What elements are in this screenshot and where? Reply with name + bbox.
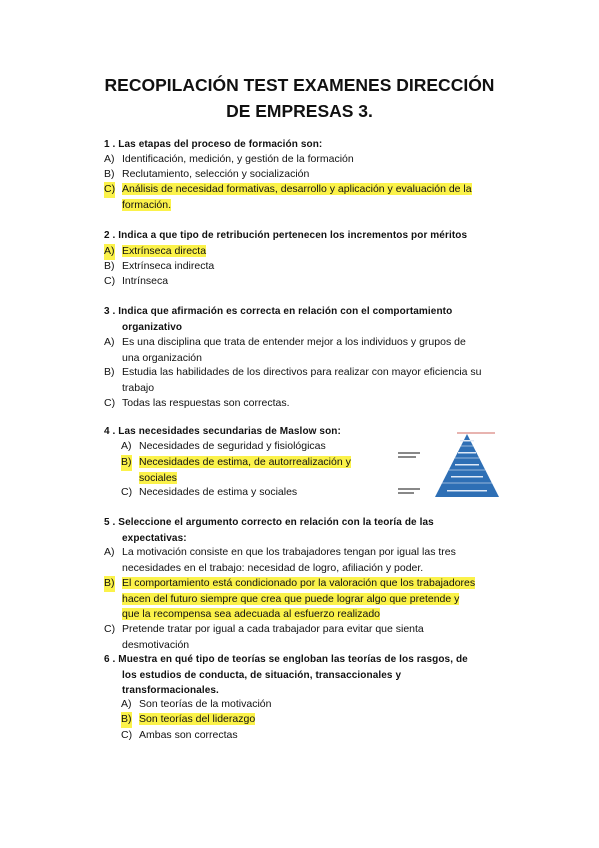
option-text: Ambas son correctas [139, 729, 238, 741]
question-2: 2 . Indica a que tipo de retribución pertenecen los incrementos por méritos [104, 230, 468, 241]
option-text-highlighted: sociales [139, 471, 177, 484]
option-letter: B) [104, 576, 115, 592]
option-text: La motivación consiste en que los trabajadores tengan por igual las tres [122, 546, 456, 558]
document-title-line-2: DE EMPRESAS 3. [226, 101, 373, 121]
question-line: expectativas: [122, 532, 187, 544]
option-text-highlighted: Necesidades de estima, de autorrealización y [139, 456, 351, 468]
question-line: 5 . Seleccione el argumento correcto en relación con la teoría de las [104, 517, 434, 528]
option-text: una organización [122, 351, 202, 364]
option-letter: C) [121, 486, 133, 498]
option-letter: C) [104, 275, 116, 287]
option-letter: C) [121, 729, 133, 741]
option-text: Intrínseca [122, 275, 169, 287]
option-letter: A) [104, 244, 115, 260]
option-text: Todas las respuestas son correctas. [122, 397, 290, 409]
option-letter: A) [121, 698, 132, 710]
option-text: desmotivación [122, 638, 190, 651]
option-text: trabajo [122, 381, 155, 394]
option-text: Estudia las habilidades de los directivos para realizar con mayor eficiencia su [122, 366, 482, 378]
option-text-highlighted: hacen del futuro siempre que crea que puede lograr algo que pretende y [122, 592, 460, 605]
option-letter: B) [104, 260, 115, 272]
document-title-line-1: RECOPILACIÓN TEST EXAMENES DIRECCIÓN [104, 75, 495, 95]
option-letter: C) [104, 182, 115, 198]
option-letter: A) [121, 440, 132, 452]
question-line: transformacionales. [122, 685, 219, 696]
question-line: 3 . Indica que afirmación es correcta en relación con el comportamiento [104, 306, 453, 317]
question-line: los estudios de conducta, de situación, transaccionales y [122, 669, 402, 681]
option-text: Necesidades de estima y sociales [139, 486, 298, 498]
question-5 [104, 515, 434, 546]
question-line: organizativo [122, 321, 183, 333]
option-text: necesidades en el trabajo: necesidad de logro, afiliación y poder. [122, 561, 424, 574]
option-text: Identificación, medición, y gestión de la formación [122, 153, 354, 165]
question-3 [104, 304, 452, 335]
option-text: Son teorías de la motivación [139, 698, 272, 710]
option-text-highlighted: que la recompensa sea adecuada al esfuerzo realizado [122, 608, 381, 620]
option-text: Pretende tratar por igual a cada trabajador para evitar que sienta [122, 623, 424, 635]
option-letter: B) [121, 712, 132, 728]
option-letter: B) [104, 366, 115, 378]
option-text-highlighted: Son teorías del liderazgo [139, 713, 256, 725]
option-letter: B) [104, 168, 115, 180]
option-text-highlighted: formación. [122, 198, 172, 211]
option-text-highlighted: El comportamiento está condicionado por la valoración que los trabajadores [122, 577, 476, 589]
option-letter: B) [121, 455, 132, 471]
question-4: 4 . Las necesidades secundarias de Maslow son: [104, 426, 341, 437]
option-letter: A) [104, 336, 115, 348]
option-letter: A) [104, 153, 115, 165]
question-line: 6 . Muestra en qué tipo de teorías se engloban las teorías de los rasgos, de [104, 654, 468, 665]
option-letter: C) [104, 623, 116, 635]
option-letter: A) [104, 546, 115, 558]
option-text: Extrínseca indirecta [122, 260, 215, 272]
question-1: 1 . Las etapas del proceso de formación son: [104, 139, 323, 150]
option-text-highlighted: Extrínseca directa [122, 245, 207, 257]
option-text: Necesidades de seguridad y fisiológicas [139, 440, 326, 452]
maslow-pyramid-image [395, 430, 525, 500]
question-6 [104, 652, 468, 699]
option-text: Reclutamiento, selección y socialización [122, 168, 310, 180]
option-text-highlighted: Análisis de necesidad formativas, desarrollo y aplicación y evaluación de la [122, 183, 472, 195]
option-letter: C) [104, 397, 116, 409]
option-text: Es una disciplina que trata de entender mejor a los individuos y grupos de [122, 336, 466, 348]
